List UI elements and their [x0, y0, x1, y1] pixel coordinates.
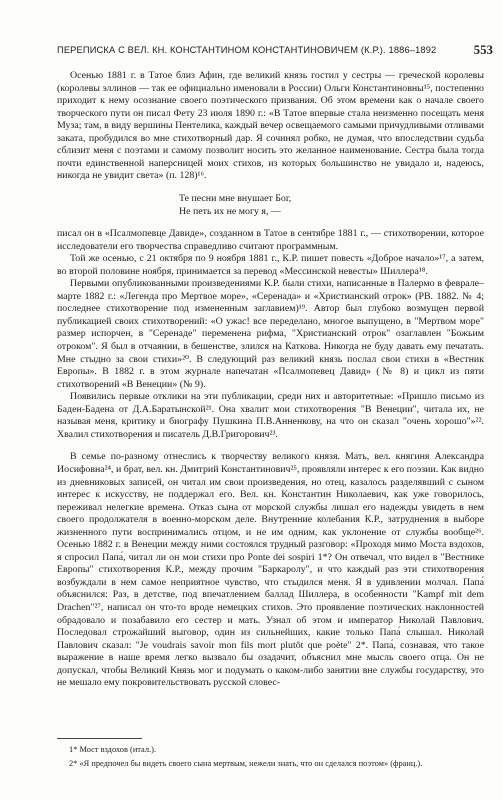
paragraph: Осенью 1881 г. в Татое близ Афин, где великий князь гостил у сестры — греческой королевы (королевы эллинов — так ее официально именовали в России) Ольги Константиновны¹⁵, постепенно приходит к нему осознание своего поэтического призвания. Об этом времени как о начале своего творческого пути он писал Фету 23 июля 1890 г.: «В Татое впервые стала неизменно посещать меня Муза; там, в виду вершины Пентелика, каждый вечер освещаемого самыми причудливыми отливами заката, пробудился во мне стихотворный дар. Я сочинял робко, не думая, что впоследствии судьба сблизит меня с поэтами и самому позволит носить это желанное наименование. Сестра была тогда почти единственной наперсницей моих стихов, из которых большинство не увидало и, надеюсь, никогда не увидит света» (п. 128)¹⁶.: [57, 70, 484, 182]
verse-quote: [179, 193, 484, 218]
paragraph: Первыми опубликованными произведениями К.Р. были стихи, написанные в Палермо в феврале–марте 1882 г.: «Легенда про Мертвое море», «Серенада» и «Христианский отрок» (РВ. 1882. № 4; последнее стихотворение под измененным заглавием)¹⁹. Автор был глубоко возмущен первой публикацией своих стихотворений: «О ужас! все переделано, многое выпущено, в "Мертвом море" размер испорчен, в "Серенаде" переменена рифма, "Христианский отрок" озаглавлен "Божьим отроком". Я был в отчаянии, в бешенстве, злился на Каткова. Никогда не буду давать ему печатать. Мне стыдно за свои стихи»²⁰. В следующий раз великий князь послал свои стихи в «Вестник Европы». В 1882 г. в этом журнале напечатан «Псалмопевец Давид» (№ 8) и цикл из пяти стихотворений «В Венеции» (№ 9).: [57, 278, 484, 390]
footnote: [57, 758, 484, 769]
page-number: 553: [473, 43, 493, 57]
paragraph: Появились первые отклики на эти публикации, среди них и авторитетные: «Пришло письмо из Баден-Бадена от Д.А.Баратынской²¹. Она хвалит мои стихотворения "В Венеции", читала их, не называя меня, критику и биографу Пушкина П.В.Анненкову, на что он сказал "очень хорошо"»²². Хвалил стихотворения и писатель Д.В.Григорович²³.: [57, 391, 484, 440]
footnote-mark: 2*: [69, 759, 78, 768]
footnote-text: Мост вздохов (итал.).: [79, 745, 157, 754]
footnote-divider: [57, 738, 142, 739]
section-gap: [57, 441, 484, 451]
verse-line: Те песни мне внушает Бог,: [179, 192, 292, 204]
paragraph: В семье по-разному отнеслись к творчеству великого князя. Мать, вел. княгиня Александра Иосифовна²⁴, и брат, вел. кн. Дмитрий Константинович²⁵, проявляли интерес к его поэзии. Как видно из дневниковых записей, он читал им свои произведения, но отец, казалось разделявший с сыном интерес к искусству, не поддержал его. Вел. кн. Константин Николаевич, как уже говорилось, переживал нелегкие времена. Отказ сына от морской службы лишал его надежды увидеть в нем своего продолжателя в военно-морском деле. Внутренние колебания К.Р., затруднения в выборе жизненного пути воспринимались отцом, и не им одним, как уклонение от службы вообще²⁶. Осенью 1882 г. в Венеции между ними состоялся трудный разговор: «Проходя мимо Моста вздохов, я спросил Папа́, читал ли он мои стихи про Ponte dei sospiri 1*? Он отвечал, что видел в "Вестнике Европы" стихотворения К.Р., между прочим "Баркаролу", и что каждый раз эти стихотворения возбуждали в нем самое неприятное чувство, что стыдился меня. Я в удивлении молчал. Папа́ объяснился: Раз, в детстве, под впечатлением баллад Шиллера, в особенности "Kampf mit dem Drachen"²⁷, написал он что-то вроде немецких стихов. Это проявление поэтических наклонностей обрадовало и позабавило его сестер и мать. Узнал об этом и император Николай Павлович. Последовал строжайший выговор, один из сильнейших, какие только Папа́ слышал. Николай Павлович сказал: "Je voudrais savoir mon fils mort plutôt que poète" 2*. Папа́, сознавая, что такое выражение в наше время легко вызвало бы озадачит, объяснил мне мысль своего отца. Он не допускал, чтобы Великий Князь мог и подумать о каком-либо занятии вне службы государству, это не мешало ему покровительствовать русской словес-: [57, 451, 484, 689]
running-header: [57, 43, 493, 59]
verse-line: Не петь их не могу я, —: [179, 205, 281, 217]
running-title: ПЕРЕПИСКА С ВЕЛ. КН. КОНСТАНТИНОМ КОНСТАНТИНОВИЧЕМ (К.Р.). 1886–1892: [57, 45, 437, 55]
footnote-text: «Я предпочел бы видеть своего сына мертвым, нежели знать, что он сделался поэтом» (франц.).: [79, 759, 423, 768]
paragraph: Той же осенью, с 21 октября по 9 ноября 1881 г., К.Р. пишет повесть «Доброе начало»¹⁷, а затем, во второй половине ноября, принимается за перевод «Мессинской невесты» Шиллера¹⁸.: [57, 253, 484, 277]
footnote-mark: 1*: [69, 745, 78, 754]
footnote: [57, 744, 484, 755]
main-text: [57, 70, 484, 690]
paragraph: писал он в «Псалмопевце Давиде», созданном в Татое в сентябре 1881 г., — стихотворении, которое исследователи его творчества справедливо считают программным.: [57, 228, 484, 252]
